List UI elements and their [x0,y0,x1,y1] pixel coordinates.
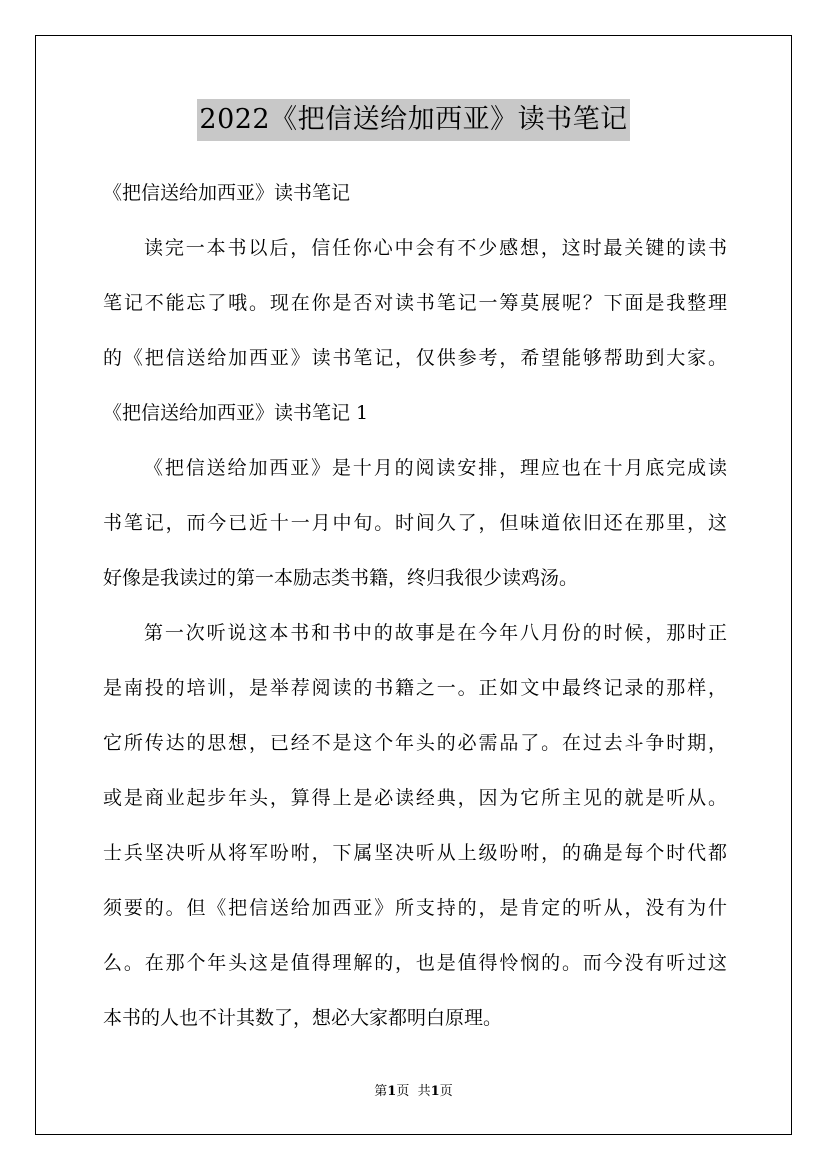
text-line: 么。在那个年头这是值得理解的，也是值得怜悯的。而今没有听过这 [103,952,727,974]
text-line: 书笔记，而今已近十一月中旬。时间久了，但味道依旧还在那里，这 [103,512,727,534]
total-label-suffix: 页 [439,1084,453,1099]
text-line: 是南投的培训，是举荐阅读的书籍之一。正如文中最终记录的那样， [103,677,727,699]
text-line: 《把信送给加西亚》读书笔记 [103,182,351,204]
page-label-suffix: 页 [396,1084,410,1099]
text-line: 它所传达的思想，已经不是这个年头的必需品了。在过去斗争时期， [103,732,727,754]
text-line: 第一次听说这本书和书中的故事是在今年八月份的时候，那时正 [144,622,727,644]
title-container [0,99,827,141]
document-title: 2022《把信送给加西亚》读书笔记 [197,99,629,141]
text-line: 读完一本书以后，信任你心中会有不少感想，这时最关键的读书 [144,237,727,259]
page-label-prefix: 第 [374,1084,388,1099]
page-number: 1 [387,1084,397,1099]
text-line: 士兵坚决听从将军吩咐，下属坚决听从上级吩咐，的确是每个时代都 [103,842,727,864]
text-line: 《把信送给加西亚》是十月的阅读安排，理应也在十月底完成读 [144,457,727,479]
text-line: 或是商业起步年头，算得上是必读经典，因为它所主见的就是听从。 [103,787,727,809]
text-line: 本书的人也不计其数了，想必大家都明白原理。 [103,1007,503,1029]
text-line: 须要的。但《把信送给加西亚》所支持的，是肯定的听从，没有为什 [103,897,727,919]
total-label-prefix: 共 [417,1084,431,1099]
document-body [103,170,727,1050]
total-pages: 1 [430,1084,440,1099]
text-line: 《把信送给加西亚》读书笔记 1 [103,402,369,424]
page-footer [0,1082,827,1102]
text-line: 好像是我读过的第一本励志类书籍，终归我很少读鸡汤。 [103,567,579,589]
text-line: 的《把信送给加西亚》读书笔记，仅供参考，希望能够帮助到大家。 [103,347,727,369]
text-line: 笔记不能忘了哦。现在你是否对读书笔记一筹莫展呢？下面是我整理 [103,292,727,314]
